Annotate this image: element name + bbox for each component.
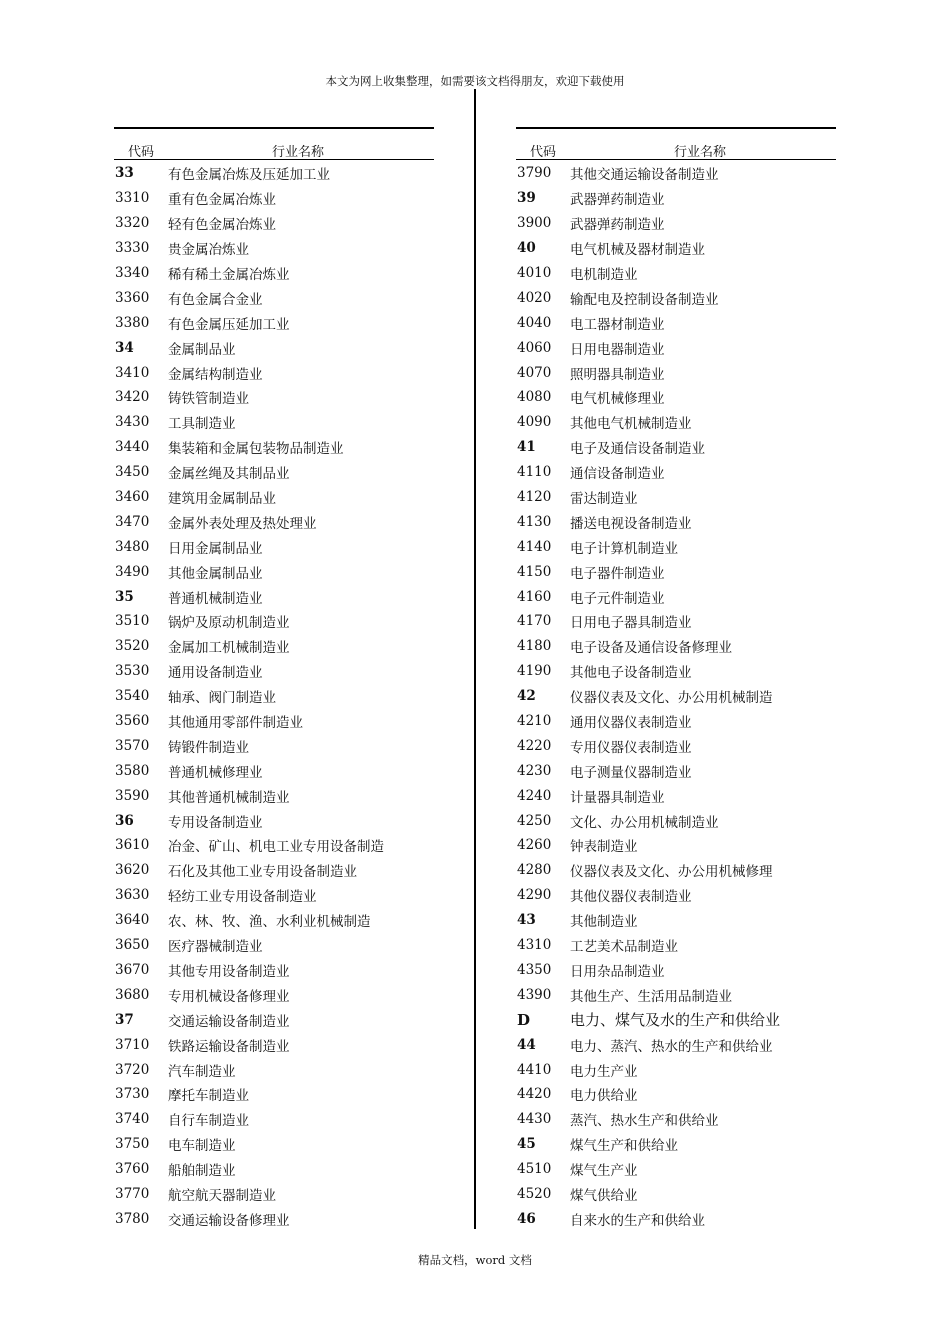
table-row — [114, 534, 434, 559]
table-row — [114, 1032, 434, 1057]
industry-name: 计量器具制造业 — [570, 789, 665, 806]
industry-name: 稀有稀土金属冶炼业 — [168, 267, 290, 283]
industry-name: 煤气生产和供给业 — [570, 1138, 678, 1155]
industry-name: 雷达制造业 — [570, 491, 638, 508]
industry-code: 3540 — [115, 688, 150, 705]
industry-name: 电子器件制造业 — [570, 565, 665, 582]
table-row — [114, 982, 434, 1007]
industry-name: 仪器仪表及文化、办公用机械修理 — [570, 864, 773, 881]
industry-name: 其他电气机械制造业 — [570, 416, 692, 433]
table-row — [516, 1157, 836, 1182]
industry-name: 铸锻件制造业 — [168, 739, 249, 756]
header-code: 代码 — [128, 145, 155, 160]
industry-name: 工具制造业 — [168, 416, 236, 433]
industry-name: 其他交通运输设备制造业 — [570, 167, 719, 184]
industry-code: 4230 — [517, 762, 552, 779]
table-row — [516, 385, 836, 410]
industry-code: 42 — [517, 688, 536, 705]
industry-name: 电车制造业 — [168, 1138, 236, 1155]
industry-name: 电子计算机制造业 — [570, 540, 678, 557]
industry-name: 钟表制造业 — [570, 839, 638, 856]
table-row — [516, 1107, 836, 1132]
industry-name: 武器弹药制造业 — [570, 217, 665, 234]
industry-code: 4060 — [517, 339, 552, 356]
industry-code: 3710 — [115, 1036, 150, 1053]
table-row — [516, 659, 836, 684]
industry-name: 金属加工机械制造业 — [168, 640, 290, 657]
industry-code: 3380 — [115, 314, 150, 331]
industry-code: 3520 — [115, 638, 150, 655]
industry-name: 重有色金属冶炼业 — [168, 192, 276, 209]
industry-code: 3360 — [115, 289, 150, 306]
industry-code: 4080 — [517, 389, 552, 406]
industry-code: 3440 — [115, 439, 150, 456]
table-row — [114, 161, 434, 186]
industry-code: 4260 — [517, 837, 552, 854]
industry-name: 石化及其他工业专用设备制造业 — [168, 864, 357, 881]
table-row — [516, 858, 836, 883]
industry-name: 仪器仪表及文化、办公用机械制造 — [570, 690, 773, 707]
center-divider — [474, 89, 476, 1229]
table-row — [114, 1132, 434, 1157]
table-row — [516, 982, 836, 1007]
table-row — [114, 460, 434, 485]
industry-name: 电气机械及器材制造业 — [570, 242, 705, 259]
table-row — [114, 958, 434, 983]
industry-code: 4420 — [517, 1086, 552, 1103]
table-row — [516, 584, 836, 609]
table-row — [516, 1182, 836, 1207]
industry-code: 4010 — [517, 265, 552, 281]
industry-code: 45 — [517, 1136, 536, 1153]
industry-code: 4110 — [517, 464, 552, 481]
industry-name: 农、林、牧、渔、水利业机械制造 — [168, 914, 371, 931]
industry-name: 电力生产业 — [570, 1063, 638, 1080]
industry-name: 电子测量仪器制造业 — [570, 764, 692, 781]
table-row — [516, 534, 836, 559]
industry-code: 3410 — [115, 364, 150, 381]
industry-name: 贵金属冶炼业 — [168, 242, 249, 259]
industry-code: 3580 — [115, 762, 150, 779]
industry-name: 汽车制造业 — [168, 1063, 236, 1080]
table-row — [516, 460, 836, 485]
table-row — [516, 634, 836, 659]
industry-code: 3680 — [115, 986, 150, 1003]
table-row — [114, 559, 434, 584]
industry-code: 3670 — [115, 961, 150, 978]
industry-name: 日用电子器具制造业 — [570, 615, 692, 632]
industry-code: 4210 — [517, 713, 552, 730]
industry-code: 4160 — [517, 588, 552, 605]
table-row — [516, 933, 836, 958]
table-row — [114, 485, 434, 510]
industry-name: 航空航天器制造业 — [168, 1187, 276, 1204]
industry-code: 3790 — [517, 165, 552, 182]
industry-code: 4410 — [517, 1061, 552, 1078]
table-row — [516, 808, 836, 833]
table-row — [516, 1007, 836, 1032]
industry-code: 3470 — [115, 513, 150, 530]
industry-name: 煤气供给业 — [570, 1187, 638, 1204]
industry-name: 其他电子设备制造业 — [570, 665, 692, 682]
footer-note: 精品文档，word 文档 — [418, 1253, 532, 1267]
industry-name: 电气机械修理业 — [570, 391, 665, 408]
table-row — [114, 385, 434, 410]
table-row — [516, 1132, 836, 1157]
table-row — [516, 211, 836, 236]
header-name: 行业名称 — [674, 145, 727, 160]
table-row — [114, 1206, 434, 1231]
table-row — [114, 883, 434, 908]
table-row — [114, 335, 434, 360]
table-row — [114, 310, 434, 335]
industry-code: 34 — [115, 339, 134, 356]
industry-name: 有色金属冶炼及压延加工业 — [168, 167, 330, 184]
table-row — [516, 335, 836, 360]
industry-code: 3310 — [115, 190, 150, 207]
industry-code: 3750 — [115, 1136, 150, 1153]
industry-name: 电工器材制造业 — [570, 316, 665, 333]
industry-code: 3420 — [115, 389, 150, 406]
industry-name: 电力、蒸汽、热水的生产和供给业 — [570, 1038, 773, 1055]
industry-code: 3490 — [115, 563, 150, 580]
industry-code: 35 — [115, 588, 134, 605]
industry-name: 电机制造业 — [570, 267, 638, 283]
table-row — [114, 609, 434, 634]
industry-name: 医疗器械制造业 — [168, 939, 263, 956]
industry-name: 金属结构制造业 — [168, 366, 263, 383]
industry-name: 蒸汽、热水生产和供给业 — [570, 1113, 719, 1130]
industry-name: 电子及通信设备制造业 — [570, 441, 705, 458]
table-row — [516, 261, 836, 286]
table-row — [114, 758, 434, 783]
table-row — [114, 1157, 434, 1182]
right-rows — [516, 161, 836, 1231]
header-name: 行业名称 — [272, 145, 325, 160]
industry-name: 工艺美术品制造业 — [570, 939, 678, 956]
table-row — [516, 733, 836, 758]
table-row — [516, 410, 836, 435]
industry-code: 3330 — [115, 240, 150, 257]
industry-code: 40 — [517, 240, 536, 257]
industry-code: 4220 — [517, 737, 552, 754]
industry-name: 照明器具制造业 — [570, 366, 665, 383]
industry-code: 36 — [115, 812, 134, 829]
industry-code: 4250 — [517, 812, 552, 829]
left-rows — [114, 161, 434, 1231]
table-row — [114, 833, 434, 858]
table-row — [516, 509, 836, 534]
industry-name: 专用机械设备修理业 — [168, 988, 290, 1005]
industry-name: 铁路运输设备制造业 — [168, 1038, 290, 1055]
industry-code: D — [517, 1010, 531, 1029]
industry-code: 3340 — [115, 265, 150, 281]
industry-name: 金属制品业 — [168, 341, 236, 358]
industry-code: 43 — [517, 912, 536, 929]
industry-name: 其他制造业 — [570, 914, 638, 931]
table-row — [114, 634, 434, 659]
industry-name: 播送电视设备制造业 — [570, 515, 692, 532]
table-row — [516, 684, 836, 709]
table-row — [114, 783, 434, 808]
industry-code: 3740 — [115, 1111, 150, 1128]
table-row — [516, 709, 836, 734]
industry-code: 41 — [517, 439, 536, 456]
industry-name: 电子设备及通信设备修理业 — [570, 640, 732, 657]
table-row — [516, 883, 836, 908]
industry-name: 自行车制造业 — [168, 1113, 249, 1130]
industry-name: 其他金属制品业 — [168, 565, 263, 582]
left-column-table — [114, 127, 434, 1231]
industry-code: 4180 — [517, 638, 552, 655]
industry-code: 3900 — [517, 215, 552, 232]
industry-name: 输配电及控制设备制造业 — [570, 291, 719, 308]
industry-name: 铸铁管制造业 — [168, 391, 249, 408]
industry-code: 3730 — [115, 1086, 150, 1103]
table-row — [114, 360, 434, 385]
industry-code: 3640 — [115, 912, 150, 929]
table-row — [114, 236, 434, 261]
industry-name: 轻有色金属冶炼业 — [168, 217, 276, 234]
industry-name: 其他通用零部件制造业 — [168, 715, 303, 732]
industry-name: 普通机械制造业 — [168, 590, 263, 607]
industry-code: 4280 — [517, 862, 552, 879]
table-row — [516, 1082, 836, 1107]
industry-name: 通信设备制造业 — [570, 466, 665, 483]
industry-code: 3430 — [115, 414, 150, 431]
industry-code: 3590 — [115, 787, 150, 804]
industry-name: 有色金属合金业 — [168, 291, 263, 308]
industry-name: 日用金属制品业 — [168, 540, 263, 557]
table-row — [114, 933, 434, 958]
table-row — [516, 1057, 836, 1082]
industry-code: 33 — [115, 165, 134, 182]
right-column-table — [516, 127, 836, 1231]
industry-name: 轴承、阀门制造业 — [168, 690, 276, 707]
industry-code: 44 — [517, 1036, 536, 1053]
table-row — [516, 1032, 836, 1057]
table-row — [516, 1206, 836, 1231]
industry-code: 4140 — [517, 538, 552, 555]
industry-code: 4120 — [517, 489, 552, 506]
industry-code: 3630 — [115, 887, 150, 904]
table-row — [516, 559, 836, 584]
industry-code: 4510 — [517, 1161, 552, 1178]
industry-name: 锅炉及原动机制造业 — [168, 615, 290, 632]
industry-name: 普通机械修理业 — [168, 764, 263, 781]
header-note: 本文为网上收集整理，如需要该文档得朋友，欢迎下载使用 — [325, 74, 625, 88]
table-row — [114, 733, 434, 758]
industry-code: 3450 — [115, 464, 150, 481]
industry-name: 集装箱和金属包装物品制造业 — [168, 441, 344, 458]
industry-code: 3760 — [115, 1161, 150, 1178]
industry-name: 交通运输设备制造业 — [168, 1013, 290, 1030]
table-row — [516, 758, 836, 783]
industry-code: 4390 — [517, 986, 552, 1003]
industry-name: 其他普通机械制造业 — [168, 789, 290, 806]
table-row — [516, 485, 836, 510]
table-row — [114, 858, 434, 883]
table-row — [114, 659, 434, 684]
industry-code: 4430 — [517, 1111, 552, 1128]
industry-name: 日用杂品制造业 — [570, 963, 665, 980]
industry-name: 建筑用金属制品业 — [168, 491, 276, 508]
table-row — [114, 261, 434, 286]
table-header — [516, 129, 836, 160]
industry-name: 武器弹药制造业 — [570, 192, 665, 209]
table-row — [114, 211, 434, 236]
industry-name: 冶金、矿山、机电工业专用设备制造 — [168, 839, 384, 856]
table-row — [114, 1107, 434, 1132]
industry-name: 船舶制造业 — [168, 1163, 236, 1180]
industry-code: 3510 — [115, 613, 150, 630]
table-row — [516, 310, 836, 335]
industry-code: 3620 — [115, 862, 150, 879]
table-row — [114, 808, 434, 833]
industry-code: 4040 — [517, 314, 552, 331]
table-row — [114, 435, 434, 460]
industry-code: 37 — [115, 1011, 134, 1028]
table-row — [516, 161, 836, 186]
industry-name: 摩托车制造业 — [168, 1088, 249, 1105]
table-row — [114, 709, 434, 734]
table-row — [114, 1007, 434, 1032]
industry-name: 文化、办公用机械制造业 — [570, 814, 719, 831]
industry-name: 电子元件制造业 — [570, 590, 665, 607]
industry-code: 3570 — [115, 737, 150, 754]
table-row — [114, 1057, 434, 1082]
industry-code: 4190 — [517, 663, 552, 680]
table-row — [114, 584, 434, 609]
industry-code: 4020 — [517, 289, 552, 306]
industry-code: 3610 — [115, 837, 150, 854]
industry-name: 有色金属压延加工业 — [168, 316, 290, 333]
industry-name: 金属丝绳及其制品业 — [168, 466, 290, 483]
industry-code: 46 — [517, 1210, 536, 1227]
industry-name: 通用设备制造业 — [168, 665, 263, 682]
header-code: 代码 — [530, 145, 557, 160]
table-row — [114, 1182, 434, 1207]
industry-name: 自来水的生产和供给业 — [570, 1212, 705, 1229]
table-row — [516, 435, 836, 460]
table-row — [516, 236, 836, 261]
table-row — [114, 684, 434, 709]
industry-code: 4350 — [517, 961, 552, 978]
industry-code: 3770 — [115, 1185, 150, 1202]
table-row — [114, 186, 434, 211]
industry-code: 39 — [517, 190, 536, 207]
table-row — [114, 285, 434, 310]
industry-code: 4070 — [517, 364, 552, 381]
industry-code: 3560 — [115, 713, 150, 730]
industry-name: 专用仪器仪表制造业 — [570, 739, 692, 756]
industry-code: 4170 — [517, 613, 552, 630]
industry-name: 电力供给业 — [570, 1088, 638, 1105]
industry-name: 轻纺工业专用设备制造业 — [168, 889, 317, 906]
industry-code: 3460 — [115, 489, 150, 506]
industry-code: 4150 — [517, 563, 552, 580]
industry-code: 3780 — [115, 1210, 150, 1227]
industry-code: 3320 — [115, 215, 150, 232]
industry-code: 4240 — [517, 787, 552, 804]
industry-code: 4130 — [517, 513, 552, 530]
industry-code: 4090 — [517, 414, 552, 431]
table-row — [516, 833, 836, 858]
industry-name: 其他生产、生活用品制造业 — [570, 988, 732, 1005]
table-row — [516, 958, 836, 983]
industry-name: 专用设备制造业 — [168, 814, 263, 831]
table-row — [516, 609, 836, 634]
table-row — [516, 783, 836, 808]
industry-name: 通用仪器仪表制造业 — [570, 715, 692, 732]
table-row — [114, 509, 434, 534]
industry-code: 3480 — [115, 538, 150, 555]
industry-code: 4310 — [517, 937, 552, 954]
table-row — [114, 908, 434, 933]
industry-name: 其他专用设备制造业 — [168, 963, 290, 980]
table-row — [114, 1082, 434, 1107]
table-row — [114, 410, 434, 435]
industry-name: 其他仪器仪表制造业 — [570, 889, 692, 906]
table-row — [516, 285, 836, 310]
table-row — [516, 908, 836, 933]
industry-code: 4520 — [517, 1185, 552, 1202]
industry-name: 金属外表处理及热处理业 — [168, 515, 317, 532]
industry-name: 日用电器制造业 — [570, 341, 665, 358]
industry-code: 3530 — [115, 663, 150, 680]
table-row — [516, 360, 836, 385]
industry-name: 煤气生产业 — [570, 1163, 638, 1180]
industry-code: 3720 — [115, 1061, 150, 1078]
industry-name: 电力、煤气及水的生产和供给业 — [570, 1011, 781, 1030]
table-row — [516, 186, 836, 211]
industry-name: 交通运输设备修理业 — [168, 1212, 290, 1229]
industry-code: 4290 — [517, 887, 552, 904]
table-header — [114, 129, 434, 160]
industry-code: 3650 — [115, 937, 150, 954]
